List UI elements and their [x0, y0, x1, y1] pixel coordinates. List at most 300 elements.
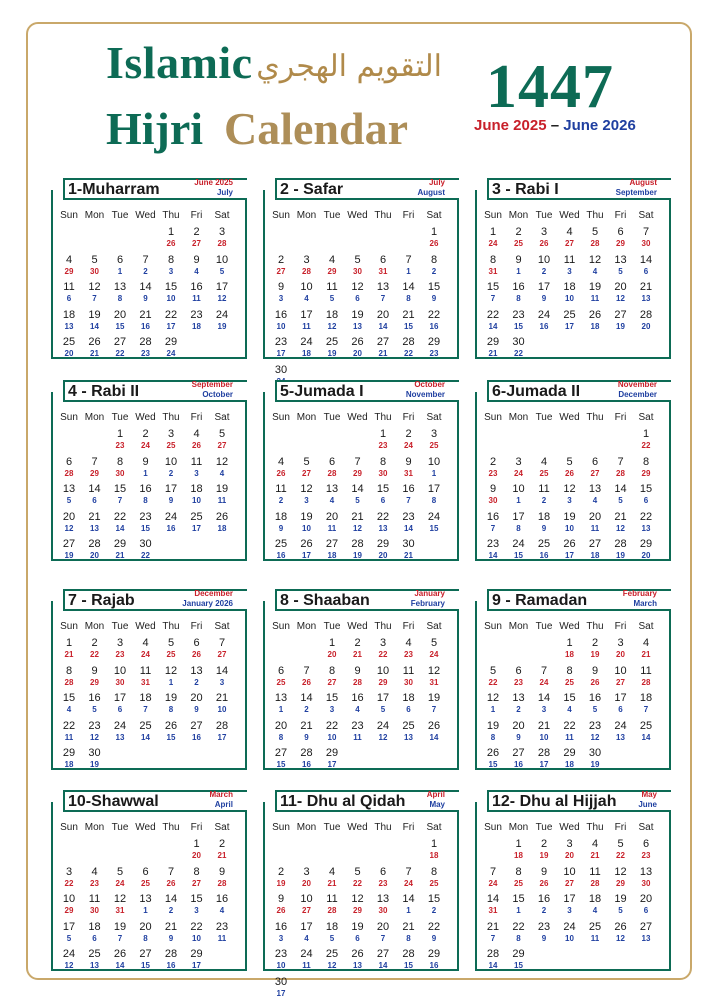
hijri-day: 12: [113, 893, 127, 905]
gregorian-day: 8: [117, 294, 123, 303]
weekday-label: Sun: [60, 210, 78, 221]
month-card: [263, 589, 459, 770]
gregorian-day: 11: [64, 732, 74, 742]
weekday-label: Wed: [135, 210, 156, 221]
hijri-day: 3: [303, 865, 310, 878]
day-grid: [269, 226, 453, 376]
gregorian-day: 21: [488, 349, 498, 358]
gregorian-day: 15: [514, 321, 523, 331]
hijri-day: 13: [588, 483, 602, 495]
gregorian-day: 29: [641, 468, 651, 478]
gregorian-day: 16: [166, 961, 176, 970]
hijri-day: 27: [274, 747, 288, 759]
gregorian-day: 10: [166, 294, 176, 303]
gregorian-day: 21: [327, 878, 337, 888]
hijri-day: 13: [62, 483, 76, 495]
hijri-day: 5: [303, 455, 310, 468]
gregorian-day: 9: [143, 294, 148, 303]
hijri-day: 24: [300, 948, 313, 960]
hijri-day: 5: [566, 455, 573, 468]
gregorian-day: 21: [378, 349, 388, 358]
hijri-day: 4: [193, 428, 200, 440]
gregorian-months: [194, 178, 233, 198]
weekday-header: [269, 210, 453, 224]
hijri-day: 17: [215, 281, 229, 293]
hijri-day: 25: [325, 948, 339, 960]
month-name: 6-Jumada II: [492, 383, 581, 400]
gregorian-day: 18: [64, 760, 74, 769]
hijri-day: 11: [538, 483, 550, 495]
hijri-day: 25: [563, 308, 576, 321]
gregorian-day: 6: [406, 705, 411, 714]
hijri-day: 22: [639, 510, 653, 523]
gregorian-day: 18: [565, 650, 574, 659]
week-row: [57, 838, 241, 865]
gregorian-month-start: May: [641, 790, 657, 799]
gregorian-month-start: July: [428, 178, 445, 187]
gregorian-day: 4: [355, 705, 360, 714]
gregorian-day: 4: [66, 705, 72, 714]
gregorian-day: 2: [541, 266, 547, 276]
hijri-day: 26: [563, 538, 576, 550]
hijri-day: 18: [588, 893, 602, 905]
gregorian-day: 1: [117, 266, 123, 276]
hijri-day: 1: [489, 226, 497, 238]
gregorian-day: 4: [219, 906, 225, 915]
hijri-day: 19: [427, 692, 441, 704]
hijri-day: 15: [427, 893, 441, 905]
gregorian-day: 1: [143, 906, 148, 915]
gregorian-day: 14: [378, 321, 388, 331]
hijri-day: 25: [402, 719, 415, 732]
hijri-day: 14: [88, 483, 101, 495]
gregorian-day: 9: [194, 705, 199, 714]
weekday-label: Sat: [638, 621, 654, 632]
hijri-day: 27: [376, 336, 390, 348]
hijri-day: 21: [351, 510, 364, 523]
hijri-day: 13: [512, 692, 525, 704]
gregorian-day: 8: [168, 705, 174, 714]
gregorian-day: 5: [66, 496, 72, 505]
week-row: [57, 866, 241, 893]
weekday-label: Thu: [586, 822, 604, 833]
gregorian-day: 27: [565, 239, 574, 248]
gregorian-day: 25: [514, 239, 523, 248]
hijri-day: 30: [274, 363, 288, 376]
gregorian-day: 30: [641, 878, 651, 888]
title-hijri: Hijri: [106, 103, 204, 154]
gregorian-day: 27: [565, 878, 574, 888]
gregorian-day: 5: [329, 933, 335, 943]
hijri-day: 13: [139, 893, 152, 905]
title-arabic-calligraphy: التقويم الهجري: [256, 49, 442, 84]
hijri-day: 29: [486, 336, 500, 348]
gregorian-day: 13: [90, 961, 99, 970]
week-row: [269, 538, 453, 565]
gregorian-day: 4: [304, 294, 309, 303]
weekday-label: Tue: [535, 822, 553, 833]
hijri-day: 20: [376, 308, 390, 321]
weekday-label: Sat: [214, 621, 230, 632]
hijri-day: 27: [113, 336, 127, 348]
gregorian-day: 26: [539, 878, 549, 888]
gregorian-day: 26: [192, 441, 201, 450]
hijri-day: 30: [274, 975, 288, 988]
gregorian-day: 13: [353, 321, 362, 331]
gregorian-day: 8: [278, 732, 284, 742]
weekday-label: Fri: [614, 210, 627, 221]
gregorian-month-end: January 2026: [182, 599, 233, 608]
month-name: 2 - Safar: [280, 181, 344, 198]
gregorian-day: 21: [217, 851, 227, 860]
hijri-day: 7: [642, 226, 650, 238]
weekday-label: Sun: [484, 822, 502, 833]
month-name: 11- Dhu al Qidah: [280, 793, 406, 810]
gregorian-day: 10: [302, 523, 311, 533]
gregorian-day: 7: [117, 933, 123, 943]
gregorian-day: 28: [327, 906, 337, 915]
gregorian-day: 5: [618, 266, 623, 276]
month-header: [63, 178, 247, 200]
gregorian-day: 4: [567, 705, 572, 714]
gregorian-day: 19: [616, 551, 625, 560]
month-name: 1-Muharram: [68, 181, 160, 198]
gregorian-day: 19: [90, 760, 99, 769]
weekday-label: Wed: [559, 822, 580, 833]
weekday-header: [269, 412, 453, 426]
gregorian-day: 10: [539, 732, 549, 742]
gregorian-day: 3: [278, 294, 284, 303]
hijri-day: 9: [193, 253, 200, 266]
hijri-day: 5: [617, 838, 624, 850]
gregorian-day: 15: [514, 961, 523, 970]
hijri-day: 12: [300, 483, 313, 495]
gregorian-day: 15: [276, 760, 286, 769]
gregorian-day: 9: [541, 294, 547, 303]
hijri-day: 28: [300, 747, 313, 759]
hijri-day: 29: [164, 336, 178, 348]
gregorian-day: 26: [429, 239, 439, 248]
hijri-day: 19: [588, 281, 602, 293]
hijri-day: 14: [300, 692, 313, 704]
gregorian-day: 20: [302, 878, 311, 888]
gregorian-day: 6: [92, 933, 97, 943]
gregorian-day: 6: [117, 705, 123, 714]
gregorian-day: 19: [217, 321, 227, 331]
weekday-label: Sat: [214, 412, 230, 423]
gregorian-day: 4: [329, 496, 335, 505]
hijri-day: 28: [402, 948, 415, 960]
week-row: [481, 511, 665, 538]
gregorian-day: 22: [64, 878, 74, 888]
gregorian-day: 12: [64, 523, 74, 533]
hijri-day: 23: [274, 948, 288, 960]
gregorian-day: 8: [516, 933, 521, 943]
hijri-day: 1: [430, 226, 438, 238]
gregorian-day: 19: [64, 551, 74, 560]
gregorian-day: 27: [302, 468, 311, 478]
hijri-day: 28: [537, 747, 551, 759]
gregorian-day: 7: [643, 705, 649, 714]
gregorian-day: 18: [590, 321, 600, 331]
month-card: [51, 380, 247, 561]
gregorian-day: 20: [192, 851, 201, 860]
weekday-header: [57, 822, 241, 836]
gregorian-day: 16: [514, 760, 523, 769]
gregorian-day: 28: [217, 239, 227, 248]
gregorian-month-start: November: [617, 380, 657, 389]
hijri-day: 9: [540, 865, 548, 878]
week-row: [57, 309, 241, 336]
gregorian-day: 29: [353, 906, 362, 915]
hijri-day: 22: [376, 510, 390, 523]
hijri-day: 8: [116, 455, 124, 468]
hijri-day: 8: [566, 664, 573, 677]
hijri-day: 28: [139, 336, 152, 348]
week-row: [57, 921, 241, 948]
weekday-header: [57, 210, 241, 224]
hijri-day: 14: [614, 483, 627, 495]
weekday-label: Wed: [347, 822, 368, 833]
weekday-label: Wed: [559, 412, 580, 423]
hijri-day: 3: [379, 637, 387, 649]
hijri-day: 3: [65, 865, 73, 878]
gregorian-day: 14: [641, 732, 651, 742]
hijri-day: 10: [427, 455, 441, 468]
gregorian-day: 24: [141, 650, 150, 659]
gregorian-day: 20: [64, 349, 74, 358]
hijri-day: 21: [215, 692, 229, 704]
gregorian-day: 20: [641, 551, 651, 560]
gregorian-day: 3: [567, 496, 572, 505]
weekday-label: Tue: [535, 412, 553, 423]
month-header: [487, 178, 671, 200]
gregorian-day: 31: [429, 677, 439, 687]
hijri-day: 13: [639, 865, 653, 878]
gregorian-day: 15: [141, 523, 150, 533]
hijri-day: 27: [639, 920, 653, 933]
hijri-day: 9: [489, 483, 497, 495]
gregorian-day: 22: [641, 441, 651, 450]
weekday-label: Thu: [162, 822, 180, 833]
gregorian-day: 9: [431, 294, 437, 303]
gregorian-day: 25: [166, 650, 176, 659]
hijri-day: 8: [193, 865, 200, 878]
hijri-day: 25: [62, 336, 76, 348]
hijri-day: 14: [139, 281, 152, 293]
hijri-day: 12: [215, 455, 229, 468]
weekday-label: Tue: [111, 822, 129, 833]
gregorian-day: 24: [404, 878, 413, 888]
gregorian-day: 25: [276, 677, 286, 687]
gregorian-months: [406, 380, 445, 400]
gregorian-day: 26: [166, 239, 176, 248]
gregorian-day: 21: [64, 650, 74, 659]
month-name: 3 - Rabi I: [492, 181, 559, 198]
gregorian-day: 7: [490, 933, 496, 943]
gregorian-day: 7: [117, 496, 123, 505]
month-header: [63, 589, 247, 611]
gregorian-day: 25: [141, 878, 150, 888]
hijri-day: 23: [512, 308, 525, 321]
week-row: [481, 538, 665, 565]
gregorian-day: 12: [90, 732, 99, 742]
weekday-label: Mon: [296, 412, 317, 423]
gregorian-day: 30: [641, 239, 651, 248]
hijri-day: 3: [430, 428, 438, 440]
gregorian-day: 9: [278, 523, 284, 533]
month-card: [51, 589, 247, 770]
range-start: June 2025: [474, 117, 547, 134]
gregorian-day: 21: [115, 551, 125, 560]
hijri-day: 7: [303, 664, 310, 677]
weekday-label: Thu: [586, 210, 604, 221]
hijri-day: 5: [218, 428, 226, 440]
hijri-day: 2: [540, 838, 548, 850]
gregorian-day: 20: [616, 650, 625, 659]
gregorian-day: 2: [541, 496, 547, 505]
gregorian-day: 7: [92, 294, 97, 303]
weekday-header: [57, 621, 241, 635]
gregorian-day: 14: [115, 961, 125, 970]
hijri-day: 8: [167, 253, 175, 266]
gregorian-day: 2: [431, 266, 437, 276]
weekday-label: Wed: [135, 621, 156, 632]
hijri-day: 12: [486, 692, 500, 704]
gregorian-day: 27: [192, 239, 201, 248]
hijri-day: 20: [614, 281, 627, 293]
weekday-label: Thu: [374, 210, 392, 221]
weekday-label: Thu: [162, 210, 180, 221]
gregorian-day: 24: [404, 441, 413, 450]
weekday-label: Sat: [214, 210, 230, 221]
gregorian-day: 20: [90, 551, 99, 560]
gregorian-day: 29: [64, 906, 74, 915]
gregorian-day: 7: [490, 523, 496, 533]
day-grid: [57, 838, 241, 969]
weekday-label: Tue: [323, 412, 341, 423]
hijri-day: 17: [300, 308, 313, 321]
month-name: 8 - Shaaban: [280, 592, 370, 609]
week-row: [481, 456, 665, 483]
weekday-label: Thu: [162, 412, 180, 423]
gregorian-month-start: January: [414, 589, 445, 598]
hijri-day: 14: [164, 893, 178, 905]
hijri-day: 21: [614, 510, 627, 523]
hijri-day: 22: [164, 308, 178, 321]
gregorian-day: 25: [514, 878, 523, 888]
gregorian-day: 11: [590, 523, 600, 533]
gregorian-day: 27: [302, 906, 311, 915]
weekday-label: Sat: [214, 822, 230, 833]
month-header: [275, 178, 459, 200]
month-card: [263, 178, 459, 376]
hijri-day: 4: [405, 637, 412, 649]
weekday-label: Tue: [111, 412, 129, 423]
gregorian-day: 30: [353, 266, 362, 276]
gregorian-day: 19: [353, 551, 362, 560]
hijri-day: 9: [277, 893, 285, 905]
hijri-day: 4: [328, 253, 336, 266]
hijri-day: 27: [588, 538, 602, 550]
gregorian-day: 14: [488, 551, 498, 560]
gregorian-day: 12: [616, 294, 625, 303]
weekday-label: Wed: [347, 412, 368, 423]
gregorian-day: 11: [590, 294, 600, 303]
hijri-day: 13: [113, 281, 127, 293]
range-separator: –: [546, 117, 564, 134]
hijri-day: 18: [190, 483, 203, 495]
gregorian-day: 29: [64, 266, 74, 276]
gregorian-day: 19: [616, 321, 625, 331]
weekday-label: Fri: [614, 822, 627, 833]
hijri-day: 10: [376, 664, 390, 677]
hijri-day: 4: [642, 637, 650, 649]
gregorian-day: 30: [115, 677, 125, 687]
gregorian-month-end: April: [214, 800, 233, 809]
hijri-day: 12: [88, 281, 101, 293]
hijri-day: 17: [62, 920, 76, 933]
hijri-day: 21: [88, 510, 101, 523]
hijri-day: 19: [351, 308, 364, 321]
gregorian-day: 9: [304, 732, 309, 742]
gregorian-day: 1: [490, 705, 496, 714]
gregorian-months: [209, 790, 233, 810]
hijri-day: 4: [540, 455, 548, 468]
hijri-day: 3: [566, 838, 573, 850]
gregorian-day: 15: [488, 760, 498, 769]
hijri-day: 29: [563, 747, 576, 759]
hijri-day: 8: [430, 865, 438, 878]
hijri-day: 17: [113, 692, 127, 704]
hijri-day: 6: [142, 865, 149, 878]
hijri-day: 15: [190, 893, 203, 905]
month-card: [475, 589, 671, 770]
gregorian-day: 23: [429, 349, 439, 358]
hijri-day: 24: [300, 336, 313, 348]
hijri-day: 11: [63, 281, 75, 293]
gregorian-day: 5: [66, 933, 72, 943]
weekday-label: Tue: [111, 210, 129, 221]
weekday-label: Fri: [402, 412, 415, 423]
hijri-day: 1: [65, 637, 73, 649]
gregorian-day: 9: [431, 933, 437, 943]
gregorian-day: 19: [327, 349, 337, 358]
weekday-label: Tue: [111, 621, 129, 632]
gregorian-day: 6: [643, 496, 649, 505]
gregorian-months: [427, 790, 445, 810]
hijri-day: 24: [164, 510, 178, 523]
hijri-day: 20: [274, 719, 288, 732]
hijri-day: 1: [642, 428, 650, 440]
gregorian-day: 16: [141, 321, 150, 331]
gregorian-day: 31: [141, 677, 150, 687]
gregorian-day: 18: [514, 851, 523, 860]
gregorian-day: 12: [327, 961, 337, 970]
hijri-day: 30: [88, 747, 101, 759]
month-header: [63, 790, 247, 812]
month-card: [475, 790, 671, 971]
gregorian-day: 5: [592, 705, 598, 714]
weekday-header: [269, 822, 453, 836]
gregorian-day: 17: [327, 760, 337, 769]
hijri-day: 20: [588, 510, 602, 523]
gregorian-month-start: August: [629, 178, 657, 187]
gregorian-day: 12: [378, 732, 388, 742]
weekday-label: Mon: [84, 822, 105, 833]
gregorian-day: 27: [217, 650, 227, 659]
hijri-day: 20: [325, 510, 339, 523]
